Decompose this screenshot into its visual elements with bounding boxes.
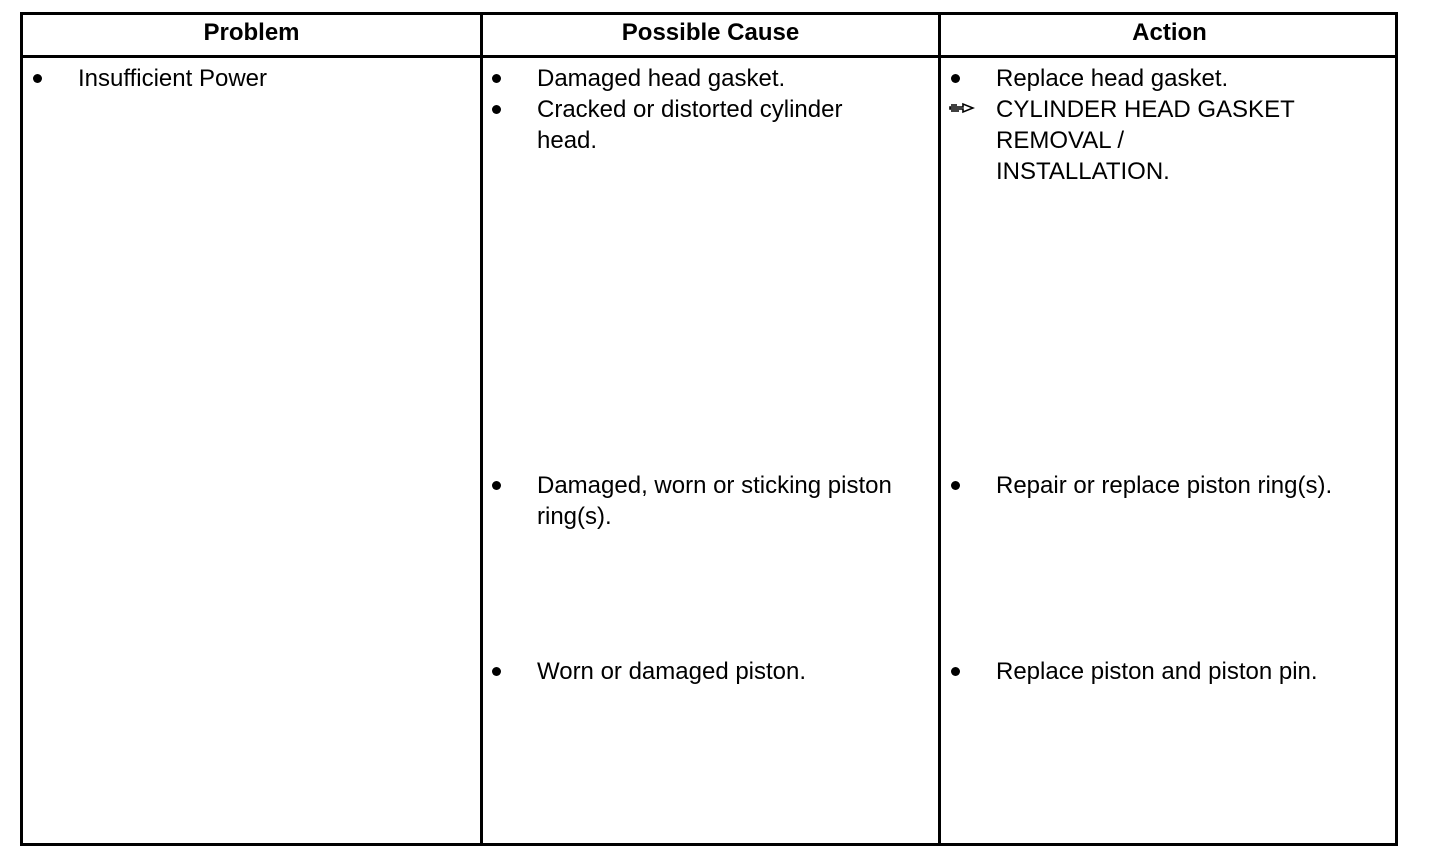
bullet-icon [951, 74, 960, 83]
bullet-icon [492, 74, 501, 83]
action-reference-text: CYLINDER HEAD GASKET REMOVAL / INSTALLATION. [996, 96, 1295, 185]
action-text: Replace piston and piston pin. [996, 658, 1318, 685]
bullet-icon [951, 667, 960, 676]
header-possible-cause: Possible Cause [621, 19, 800, 46]
cause-text: Damaged head gasket. [537, 65, 786, 92]
bullet-icon [33, 74, 42, 83]
cause-text: Damaged, worn or sticking piston ring(s). [537, 472, 892, 530]
problem-text: Insufficient Power [78, 65, 267, 92]
bullet-icon [492, 105, 501, 114]
column-divider [938, 15, 941, 843]
action-text: Replace head gasket. [996, 65, 1229, 92]
bullet-icon [492, 667, 501, 676]
header-action: Action [1132, 19, 1207, 46]
cause-text: Worn or damaged piston. [537, 658, 807, 685]
column-divider [480, 15, 483, 843]
bullet-icon [492, 481, 501, 490]
header-problem: Problem [203, 19, 300, 46]
pointing-hand-icon [949, 98, 975, 118]
header-divider [23, 55, 1395, 58]
bullet-icon [951, 481, 960, 490]
action-text: Repair or replace piston ring(s). [996, 472, 1333, 499]
troubleshooting-table [20, 12, 1398, 846]
cause-text: Cracked or distorted cylinder head. [537, 96, 843, 154]
